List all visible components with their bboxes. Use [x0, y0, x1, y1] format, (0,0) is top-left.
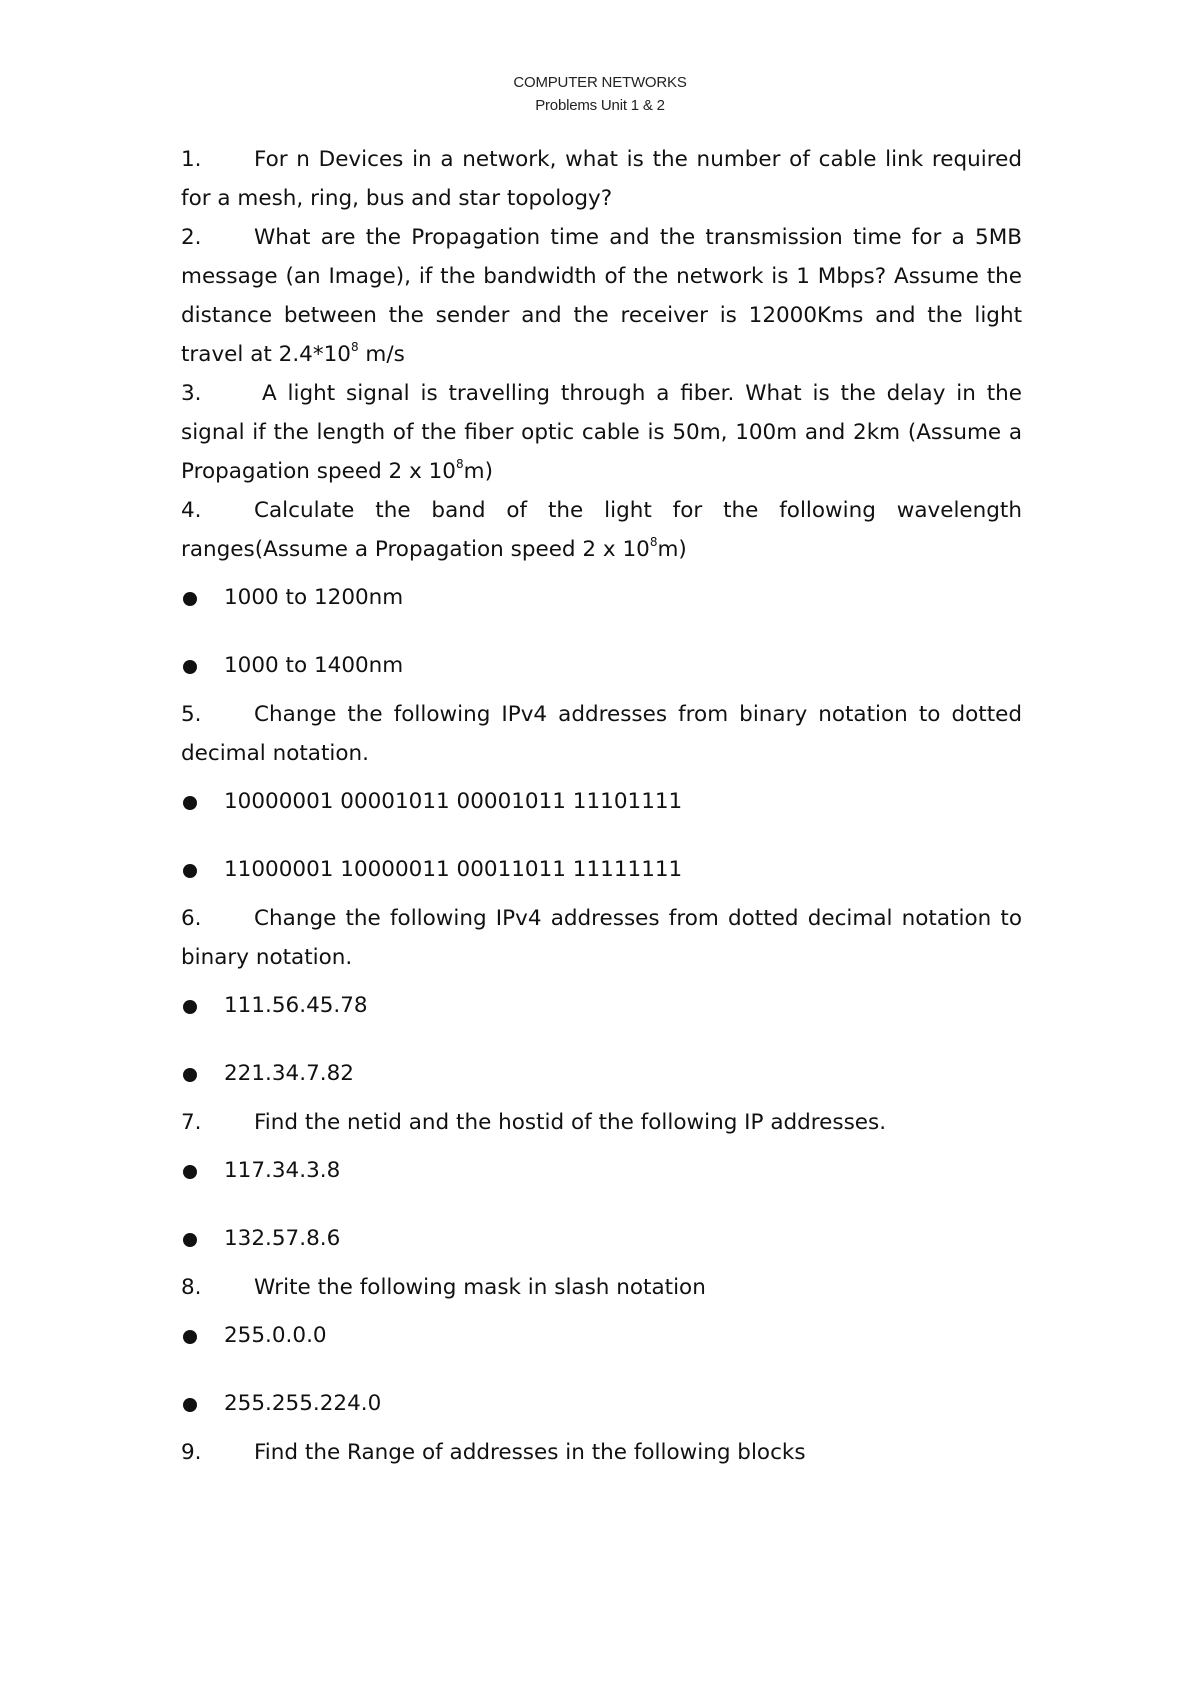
bullet-icon: [183, 1000, 197, 1014]
question-number: 7.: [181, 1110, 202, 1135]
bullet-icon: [183, 1398, 197, 1412]
bullet-icon: [183, 796, 197, 810]
bullet-text: 11000001 10000011 00011011 11111111: [224, 857, 683, 882]
bullet-icon: [183, 864, 197, 878]
question-7: [181, 1103, 1022, 1142]
question-3: [181, 374, 1022, 491]
list-item: [181, 783, 1022, 821]
question-number: 6.: [181, 906, 202, 931]
list-item: [181, 851, 1022, 889]
question-9: [181, 1433, 1022, 1472]
question-4: [181, 491, 1022, 569]
question-2: [181, 218, 1022, 374]
question-8: [181, 1268, 1022, 1307]
question-text-tail: m): [657, 537, 687, 562]
question-number: 5.: [181, 702, 202, 727]
question-number: 1.: [181, 147, 202, 172]
bullet-list: [181, 1152, 1022, 1258]
list-item: [181, 1152, 1022, 1190]
document-title: COMPUTER NETWORKS: [513, 74, 687, 91]
bullet-icon: [183, 660, 197, 674]
exponent: 8: [649, 534, 658, 549]
question-text: Calculate the band of the light for the following wavelength ranges(Assume a Propagation speed 2 x 10: [181, 498, 1022, 562]
bullet-text: 132.57.8.6: [224, 1226, 341, 1251]
list-item: [181, 1220, 1022, 1258]
question-text: Write the following mask in slash notation: [254, 1275, 706, 1300]
exponent: 8: [456, 456, 464, 471]
question-text: Change the following IPv4 addresses from dotted decimal notation to binary notation.: [181, 906, 1022, 970]
bullet-text: 255.0.0.0: [224, 1323, 327, 1348]
bullet-text: 255.255.224.0: [224, 1391, 382, 1416]
question-6: [181, 899, 1022, 977]
question-text: Find the Range of addresses in the following blocks: [254, 1440, 806, 1465]
question-number: 3.: [181, 381, 202, 406]
bullet-text: 1000 to 1400nm: [224, 653, 404, 678]
question-number: 4.: [181, 498, 202, 523]
bullet-list: [181, 783, 1022, 889]
bullet-text: 117.34.3.8: [224, 1158, 341, 1183]
list-item: [181, 647, 1022, 685]
question-number: 2.: [181, 225, 202, 250]
question-text: A light signal is travelling through a fiber. What is the delay in the signal if the length of the fiber optic cable is 50m, 100m and 2km (Assume a Propagation speed 2 x 10: [181, 381, 1022, 484]
bullet-icon: [183, 1233, 197, 1247]
question-number: 9.: [181, 1440, 202, 1465]
question-5: [181, 695, 1022, 773]
exponent: 8: [350, 339, 359, 354]
problem-list: [181, 140, 1022, 1472]
question-text-tail: m/s: [358, 342, 405, 367]
question-number: 8.: [181, 1275, 202, 1300]
bullet-icon: [183, 1165, 197, 1179]
bullet-icon: [183, 1068, 197, 1082]
question-1: [181, 140, 1022, 218]
bullet-list: [181, 987, 1022, 1093]
bullet-text: 10000001 00001011 00001011 11101111: [224, 789, 683, 814]
bullet-list: [181, 579, 1022, 685]
list-item: [181, 1055, 1022, 1093]
question-text: Find the netid and the hostid of the following IP addresses.: [254, 1110, 887, 1135]
question-text: For n Devices in a network, what is the number of cable link required for a mesh, ring, bus and star topology?: [181, 147, 1022, 211]
bullet-icon: [183, 592, 197, 606]
list-item: [181, 1385, 1022, 1423]
list-item: [181, 1317, 1022, 1355]
question-text: Change the following IPv4 addresses from binary notation to dotted decimal notation.: [181, 702, 1022, 766]
bullet-text: 111.56.45.78: [224, 993, 368, 1018]
list-item: [181, 579, 1022, 617]
bullet-list: [181, 1317, 1022, 1423]
bullet-icon: [183, 1330, 197, 1344]
bullet-text: 221.34.7.82: [224, 1061, 354, 1086]
question-text-tail: m): [463, 459, 493, 484]
list-item: [181, 987, 1022, 1025]
bullet-text: 1000 to 1200nm: [224, 585, 404, 610]
document-subtitle: Problems Unit 1 & 2: [535, 97, 665, 114]
question-text: What are the Propagation time and the transmission time for a 5MB message (an Image), if the bandwidth of the network is 1 Mbps? Assume the distance between the sender and the receiver is 12000Kms and the light travel at 2.4*10: [181, 225, 1022, 367]
